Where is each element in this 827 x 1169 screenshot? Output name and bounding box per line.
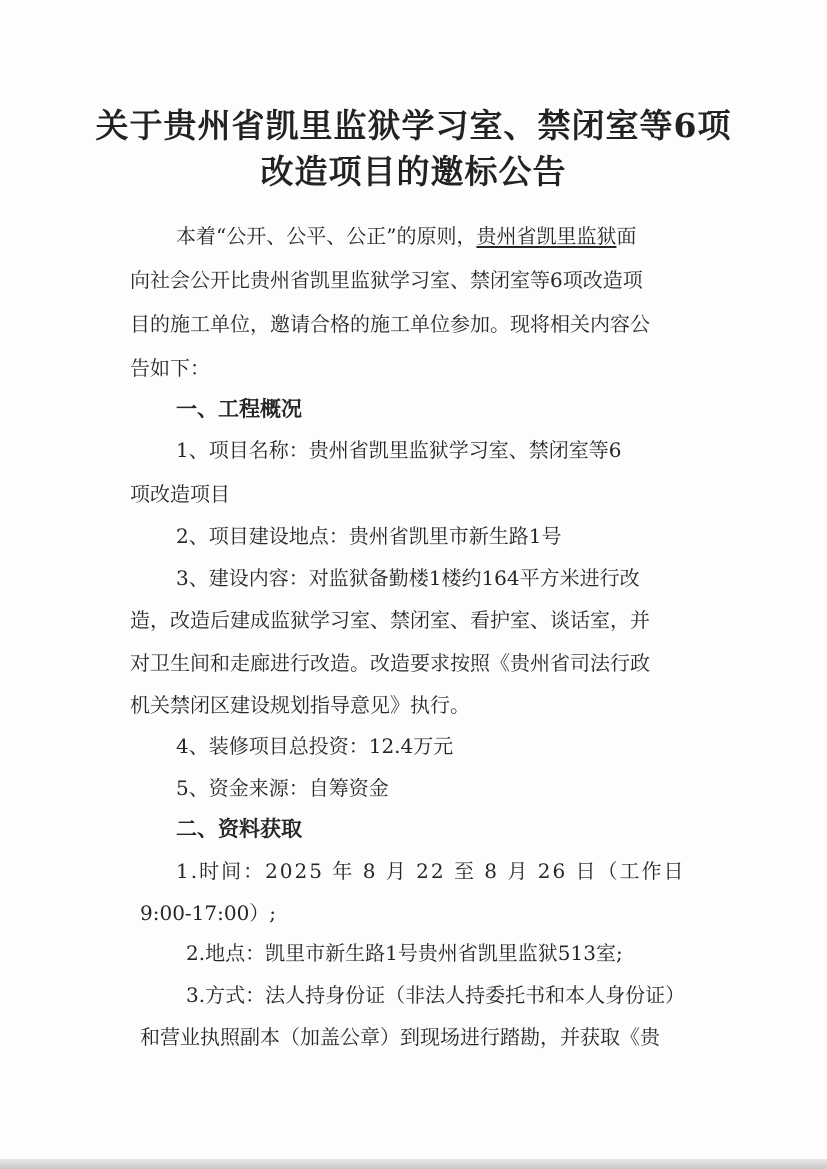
section-1-item-3-line-2: 造，改造后建成监狱学习室、禁闭室、看护室、谈话室，并 bbox=[130, 608, 650, 632]
section-2-item-3-line-1: 3.方式：法人持身份证（非法人持委托书和本人身份证） bbox=[186, 983, 686, 1007]
section-1-item-1-line-2: 项改造项目 bbox=[130, 482, 230, 506]
section-1-item-2: 2、项目建设地点：贵州省凯里市新生路1号 bbox=[176, 524, 562, 548]
intro-text-a: 本着“公开、公平、公正”的原则， bbox=[176, 224, 477, 248]
intro-line-3: 目的施工单位，邀请合格的施工单位参加。现将相关内容公 bbox=[130, 312, 650, 336]
section-2-item-2: 2.地点：凯里市新生路1号贵州省凯里监狱513室; bbox=[186, 941, 623, 965]
section-2-item-1-line-2: 9:00-17:00）; bbox=[140, 901, 277, 925]
section-1-item-3-line-1: 3、建设内容：对监狱备勤楼1楼约164平方米进行改 bbox=[176, 566, 640, 590]
section-2-item-1-line-1: 1.时间：2025 年 8 月 22 至 8 月 26 日（工作日 bbox=[176, 859, 686, 883]
section-2-item-3-line-2: 和营业执照副本（加盖公章）到现场进行踏勘，并获取《贵 bbox=[140, 1025, 660, 1049]
intro-line-1 bbox=[176, 220, 636, 249]
intro-text-c: 面 bbox=[616, 224, 637, 248]
section-1-item-5: 5、资金来源：自筹资金 bbox=[176, 776, 389, 800]
scan-bottom-edge bbox=[0, 1159, 827, 1169]
section-2-heading: 二、资料获取 bbox=[176, 816, 302, 841]
intro-line-2: 向社会公开比贵州省凯里监狱学习室、禁闭室等6项改造项 bbox=[130, 268, 643, 292]
document-title-line-2: 改造项目的邀标公告 bbox=[260, 152, 567, 191]
issuer-name: 贵州省凯里监狱 bbox=[476, 224, 617, 248]
section-1-item-1-line-1: 1、项目名称：贵州省凯里监狱学习室、禁闭室等6 bbox=[176, 438, 622, 462]
section-1-heading: 一、工程概况 bbox=[176, 396, 302, 421]
section-1-item-3-line-3: 对卫生间和走廊进行改造。改造要求按照《贵州省司法行政 bbox=[130, 651, 650, 675]
intro-line-4: 告如下： bbox=[130, 356, 210, 380]
section-1-item-4: 4、装修项目总投资：12.4万元 bbox=[176, 734, 454, 758]
section-1-item-3-line-4: 机关禁闭区建设规划指导意见》执行。 bbox=[130, 693, 470, 717]
document-title-line-1: 关于贵州省凯里监狱学习室、禁闭室等6项 bbox=[95, 106, 732, 145]
